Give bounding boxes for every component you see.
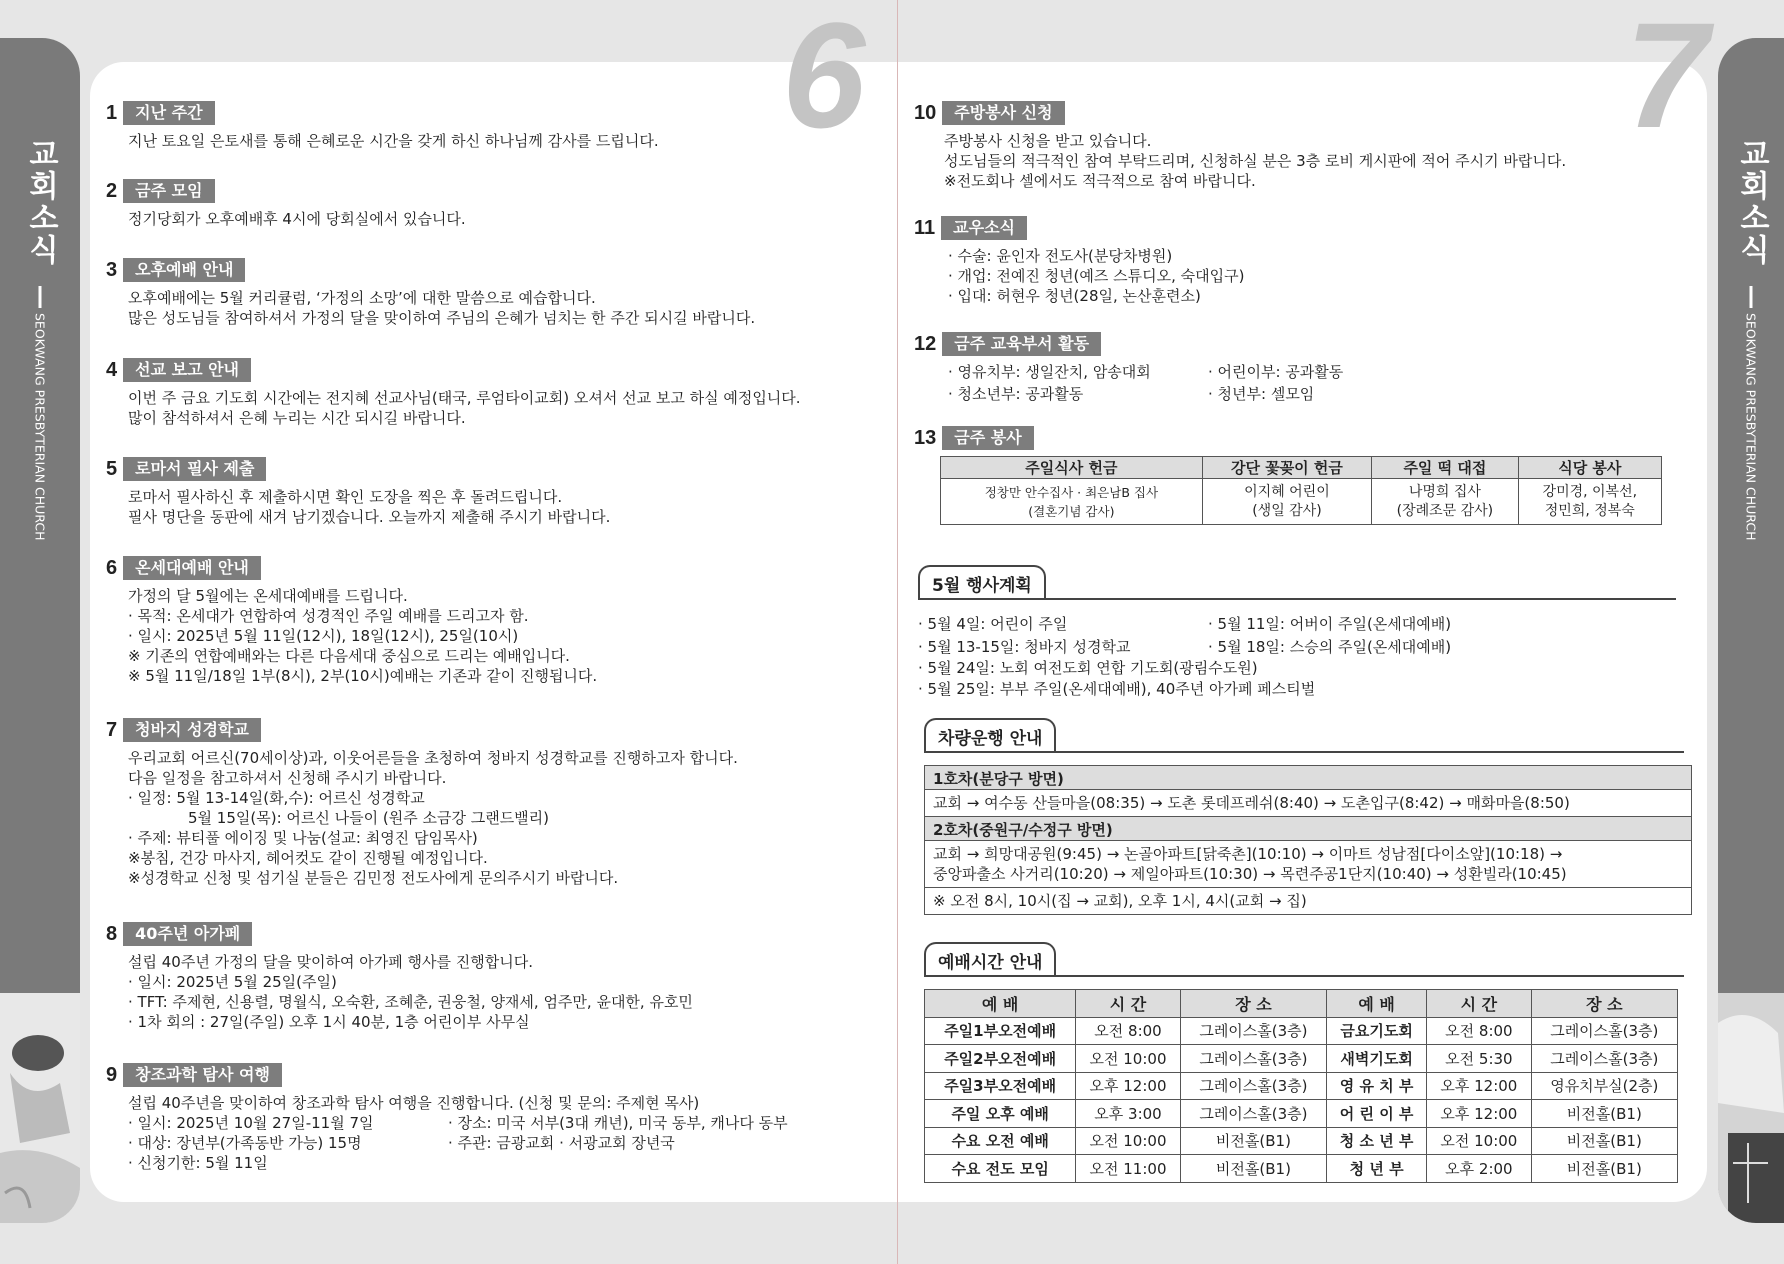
section-line: 이번 주 금요 기도회 시간에는 전지혜 선교사님(태국, 루엄타이교회) 오셔서 선교 보고 하실 예정입니다.: [128, 389, 801, 407]
worship-cell: 영 유 치 부: [1327, 1072, 1427, 1100]
section-title: 교우소식: [941, 216, 1027, 240]
worship-cell: 그레이스홀(3층): [1180, 1045, 1326, 1073]
worship-cell: 오전 11:00: [1076, 1155, 1181, 1183]
section-number: 11: [914, 216, 936, 239]
worship-row: [925, 1100, 1678, 1128]
section-line: 설립 40주년 가정의 달을 맞이하여 아가페 행사를 진행합니다.: [128, 953, 533, 971]
section-line: · 일정: 5월 13-14일(화,수): 어르신 성경학교: [128, 789, 425, 807]
event-item: · 5월 13-15일: 청바지 성경학교: [918, 638, 1131, 656]
section-line: · 일시: 2025년 5월 25일(주일): [128, 973, 337, 991]
section-2: [106, 179, 466, 229]
section-line: ※봉침, 건강 마사지, 헤어컷도 같이 진행될 예정입니다.: [128, 849, 488, 867]
page-fold: [897, 0, 898, 1264]
worship-cell: 비전홀(B1): [1531, 1155, 1677, 1183]
section-line: · 주제: 뷰티풀 에이징 및 나눔(설교: 최영진 담임목사): [128, 829, 478, 847]
side-tab-title: 교회소식: [1734, 138, 1769, 266]
worship-row: [925, 1017, 1678, 1045]
section-line: ※전도회나 셀에서도 적극적으로 참여 바랍니다.: [944, 172, 1256, 190]
worship-cell: 비전홀(B1): [1531, 1127, 1677, 1155]
side-tab-title: 교회소식: [23, 138, 58, 266]
side-tab-divider: [1750, 286, 1753, 308]
worship-row: [925, 1072, 1678, 1100]
section-line: ※성경학교 신청 및 섬기실 분들은 김민정 전도사에게 문의주시기 바랍니다.: [128, 869, 619, 887]
worship-cell: 비전홀(B1): [1180, 1155, 1326, 1183]
service-table: [940, 456, 1662, 525]
worship-rule: [924, 975, 1684, 977]
section-line: · 1차 회의 : 27일(주일) 오후 1시 40분, 1층 어린이부 사무실: [128, 1013, 530, 1031]
worship-cell: 오전 10:00: [1076, 1045, 1181, 1073]
section-3: [106, 258, 755, 328]
worship-cell: 주일2부오전예배: [925, 1045, 1076, 1073]
event-item: · 5월 11일: 어버이 주일(온세대예배): [1208, 615, 1452, 633]
section-11: [914, 216, 1244, 306]
worship-cell: 그레이스홀(3층): [1180, 1072, 1326, 1100]
section-line: 설립 40주년을 맞이하여 창조과학 탐사 여행을 진행합니다. (신청 및 문의: 주제현 목사): [128, 1094, 700, 1112]
section-line: 많이 참석하셔서 은혜 누리는 시간 되시길 바랍니다.: [128, 409, 466, 427]
worship-row: [925, 1155, 1678, 1183]
side-tab-divider: [39, 286, 42, 308]
service-cell: 정창만 안수집사 · 최은남B 집사: [984, 484, 1159, 500]
events-title: 5월 행사계획: [918, 565, 1046, 598]
worship-header: 예 배: [1327, 990, 1427, 1018]
section-line: · 입대: 허현우 청년(28일, 논산훈련소): [948, 287, 1201, 305]
worship-cell: 청 년 부: [1327, 1155, 1427, 1183]
event-item: · 5월 4일: 어린이 주일: [918, 615, 1068, 633]
service-cell: (결혼기념 감사): [1028, 503, 1115, 519]
section-number: 12: [914, 332, 937, 355]
worship-cell: 어 린 이 부: [1327, 1100, 1427, 1128]
side-tab-subtitle: SEOKWANG PRESBYTERIAN CHURCH: [1743, 313, 1759, 541]
worship-title: 예배시간 안내: [924, 942, 1056, 975]
worship-header: 장 소: [1531, 990, 1677, 1018]
event-item: · 5월 25일: 부부 주일(온세대예배), 40주년 아가페 페스티벌: [918, 680, 1316, 698]
section-line: · 일시: 2025년 10월 27일-11월 7일: [128, 1114, 374, 1132]
service-cell: (장례조문 감사): [1396, 502, 1494, 519]
section-title: 금주 교육부서 활동: [942, 332, 1101, 356]
section-line: 다음 일정을 참고하셔서 신청해 주시기 바랍니다.: [128, 769, 447, 787]
worship-cell: 그레이스홀(3층): [1531, 1017, 1677, 1045]
section-line: 필사 명단을 동판에 새겨 남기겠습니다. 오늘까지 제출해 주시기 바랍니다.: [128, 508, 611, 526]
section-number: 3: [106, 258, 118, 281]
section-title: 40주년 아가페: [123, 922, 252, 946]
section-line: 정기당회가 오후예배후 4시에 당회실에서 있습니다.: [128, 210, 466, 228]
section-line: ※ 5월 11일/18일 1부(8시), 2부(10시)예배는 기존과 같이 진행됩니다.: [128, 667, 598, 685]
worship-cell: 오후 12:00: [1076, 1072, 1181, 1100]
section-title: 금주 모임: [123, 179, 214, 203]
section-number: 2: [106, 179, 118, 202]
service-cell: 정민희, 정복숙: [1544, 502, 1635, 519]
worship-cell: 금요기도회: [1327, 1017, 1427, 1045]
service-cell: (생일 감사): [1252, 502, 1322, 519]
section-line: 많은 성도님들 참여하셔서 가정의 달을 맞이하여 주님의 은혜가 넘치는 한 주간 되시길 바랍니다.: [128, 309, 756, 327]
section-line: · 영유치부: 생일잔치, 암송대회: [948, 363, 1151, 381]
worship-cell: 오후 12:00: [1427, 1072, 1532, 1100]
section-7: [106, 718, 738, 888]
section-5: [106, 457, 610, 527]
section-6: [106, 556, 597, 686]
side-tab-left: [0, 38, 80, 1223]
worship-cell: 비전홀(B1): [1180, 1127, 1326, 1155]
worship-cell: 청 소 년 부: [1327, 1127, 1427, 1155]
car2-route: 교회 → 희망대공원(9:45) → 논골아파트[닭죽촌](10:10) → 이마트 성남점[다이소앞](10:18) →: [933, 845, 1563, 863]
worship-cell: 오후 2:00: [1427, 1155, 1532, 1183]
worship-cell: 수요 전도 모임: [925, 1155, 1076, 1183]
vehicle-table: [924, 765, 1692, 915]
section-number: 10: [914, 101, 937, 124]
section-line: 가정의 달 5월에는 온세대예배를 드립니다.: [128, 587, 408, 605]
section-line: · 대상: 장년부(가족동반 가능) 15명: [128, 1134, 362, 1152]
section-line: 로마서 필사하신 후 제출하시면 확인 도장을 찍은 후 돌려드립니다.: [128, 488, 563, 506]
worship-cell: 오전 5:30: [1427, 1045, 1532, 1073]
service-header: 강단 꽃꽂이 헌금: [1202, 457, 1371, 479]
section-line: 오후예배에는 5월 커리큘럼, ‘가정의 소망’에 대한 말씀으로 예습합니다.: [128, 289, 596, 307]
section-number: 13: [914, 426, 937, 449]
section-9: [106, 1063, 808, 1173]
section-title: 로마서 필사 제출: [123, 457, 266, 481]
section-line: · TFT: 주제현, 신용렬, 명월식, 오숙환, 조혜춘, 권웅철, 양재세, 엄주만, 윤대한, 유호민: [128, 993, 693, 1011]
worship-cell: 그레이스홀(3층): [1180, 1017, 1326, 1045]
worship-box: [924, 942, 1684, 1183]
car2-title: 2호차(중원구/수정구 방면): [925, 817, 1691, 841]
car2-route: 중앙파출소 사거리(10:20) → 제일아파트(10:30) → 목련주공1단지(10:40) → 성환빌라(10:45): [933, 865, 1567, 883]
service-header: 식당 봉사: [1518, 457, 1661, 479]
worship-cell: 오후 12:00: [1427, 1100, 1532, 1128]
worship-cell: 비전홀(B1): [1531, 1100, 1677, 1128]
section-line: · 어린이부: 공과활동: [1208, 363, 1344, 381]
worship-cell: 그레이스홀(3층): [1180, 1100, 1326, 1128]
section-line: 성도님들의 적극적인 참여 부탁드리며, 신청하실 분은 3층 로비 게시판에 적어 주시기 바랍니다.: [944, 152, 1567, 170]
worship-cell: 새벽기도회: [1327, 1045, 1427, 1073]
section-line: · 주관: 금광교회 · 서광교회 장년국: [448, 1134, 675, 1152]
section-line: · 청소년부: 공과활동: [948, 385, 1084, 403]
section-4: [106, 358, 801, 428]
hands-plant-photo: [0, 993, 80, 1223]
car1-route: 교회 → 여수동 산들마을(08:35) → 도촌 롯데프레쉬(8:40) → 도촌입구(8:42) → 매화마을(8:50): [925, 790, 1691, 817]
service-cell: 강미경, 이복선,: [1542, 483, 1638, 500]
section-line: · 수술: 윤인자 전도사(분당차병원): [948, 247, 1173, 265]
worship-cell: 수요 오전 예배: [925, 1127, 1076, 1155]
worship-cell: 오후 3:00: [1076, 1100, 1181, 1128]
section-title: 창조과학 탐사 여행: [123, 1063, 282, 1087]
page-number-right: 7: [1625, 0, 1709, 159]
worship-cell: 주일 오후 예배: [925, 1100, 1076, 1128]
section-10: [914, 101, 1566, 191]
worship-header: 시 간: [1427, 990, 1532, 1018]
worship-cell: 그레이스홀(3층): [1531, 1045, 1677, 1073]
worship-table: [924, 989, 1678, 1183]
section-title: 주방봉사 신청: [942, 101, 1064, 125]
section-title: 지난 주간: [123, 101, 214, 125]
section-number: 5: [106, 457, 118, 480]
section-line: · 청년부: 셀모임: [1208, 385, 1315, 403]
section-title: 금주 봉사: [942, 426, 1033, 450]
service-cell: 나명희 집사: [1408, 483, 1481, 500]
worship-header: 장 소: [1180, 990, 1326, 1018]
worship-header: 시 간: [1076, 990, 1181, 1018]
side-tab-subtitle: SEOKWANG PRESBYTERIAN CHURCH: [32, 313, 48, 541]
section-number: 4: [106, 358, 118, 381]
event-item: · 5월 18일: 스승의 주일(온세대예배): [1208, 638, 1452, 656]
section-line: 5월 15일(목): 어르신 나들이 (원주 소금강 그랜드밸리): [188, 809, 550, 827]
vehicle-note: ※ 오전 8시, 10시(집 → 교회), 오후 1시, 4시(교회 → 집): [933, 892, 1307, 910]
section-13: [914, 426, 1662, 525]
section-line: · 목적: 온세대가 연합하여 성경적인 주일 예배를 드리고자 함.: [128, 607, 529, 625]
worship-cell: 주일1부오전예배: [925, 1017, 1076, 1045]
section-title: 오후예배 안내: [123, 258, 245, 282]
event-item: · 5월 24일: 노회 여전도회 연합 기도회(광림수도원): [918, 659, 1258, 677]
service-header: 주일식사 헌금: [941, 457, 1203, 479]
worship-cell: 오전 8:00: [1427, 1017, 1532, 1045]
section-12: [914, 332, 1468, 404]
section-line: 주방봉사 신청을 받고 있습니다.: [944, 132, 1152, 150]
section-line: · 일시: 2025년 5월 11일(12시), 18일(12시), 25일(10시): [128, 627, 519, 645]
worship-cell: 영유치부실(2층): [1531, 1072, 1677, 1100]
worship-row: [925, 1045, 1678, 1073]
section-title: 청바지 성경학교: [123, 718, 261, 742]
car1-title: 1호차(분당구 방면): [925, 766, 1691, 790]
section-number: 8: [106, 922, 118, 945]
section-number: 6: [106, 556, 118, 579]
section-number: 9: [106, 1063, 118, 1086]
vehicle-title: 차량운행 안내: [924, 718, 1056, 751]
worship-cell: 오전 8:00: [1076, 1017, 1181, 1045]
section-line: · 신청기한: 5월 11일: [128, 1154, 268, 1172]
section-1: [106, 101, 659, 151]
service-header: 주일 떡 대접: [1372, 457, 1518, 479]
events-box: [918, 565, 1676, 700]
vehicle-rule: [924, 751, 1684, 753]
section-8: [106, 922, 693, 1032]
section-line: · 개업: 전예진 청년(예즈 스튜디오, 숙대입구): [948, 267, 1245, 285]
worship-cell: 오전 10:00: [1076, 1127, 1181, 1155]
worship-header: 예 배: [925, 990, 1076, 1018]
section-title: 온세대예배 안내: [123, 556, 261, 580]
section-number: 7: [106, 718, 118, 741]
worship-cell: 주일3부오전예배: [925, 1072, 1076, 1100]
page-number-left: 6: [782, 0, 866, 159]
vehicle-box: [924, 718, 1684, 915]
side-tab-right: [1718, 38, 1784, 1223]
section-line: · 장소: 미국 서부(3대 캐년), 미국 동부, 캐나다 동부: [448, 1114, 788, 1132]
section-title: 선교 보고 안내: [123, 358, 251, 382]
section-line: ※ 기존의 연합예배와는 다른 다음세대 중심으로 드리는 예배입니다.: [128, 647, 570, 665]
events-rule: [918, 598, 1676, 600]
cross-hands-photo: [1718, 993, 1784, 1223]
service-cell: 이지혜 어린이: [1244, 483, 1330, 500]
section-line: 우리교회 어르신(70세이상)과, 이웃어른들을 초청하여 청바지 성경학교를 진행하고자 합니다.: [128, 749, 738, 767]
section-line: 지난 토요일 은토새를 통해 은혜로운 시간을 갖게 하신 하나님께 감사를 드립니다.: [128, 132, 659, 150]
section-number: 1: [106, 101, 118, 124]
worship-cell: 오전 10:00: [1427, 1127, 1532, 1155]
worship-row: [925, 1127, 1678, 1155]
